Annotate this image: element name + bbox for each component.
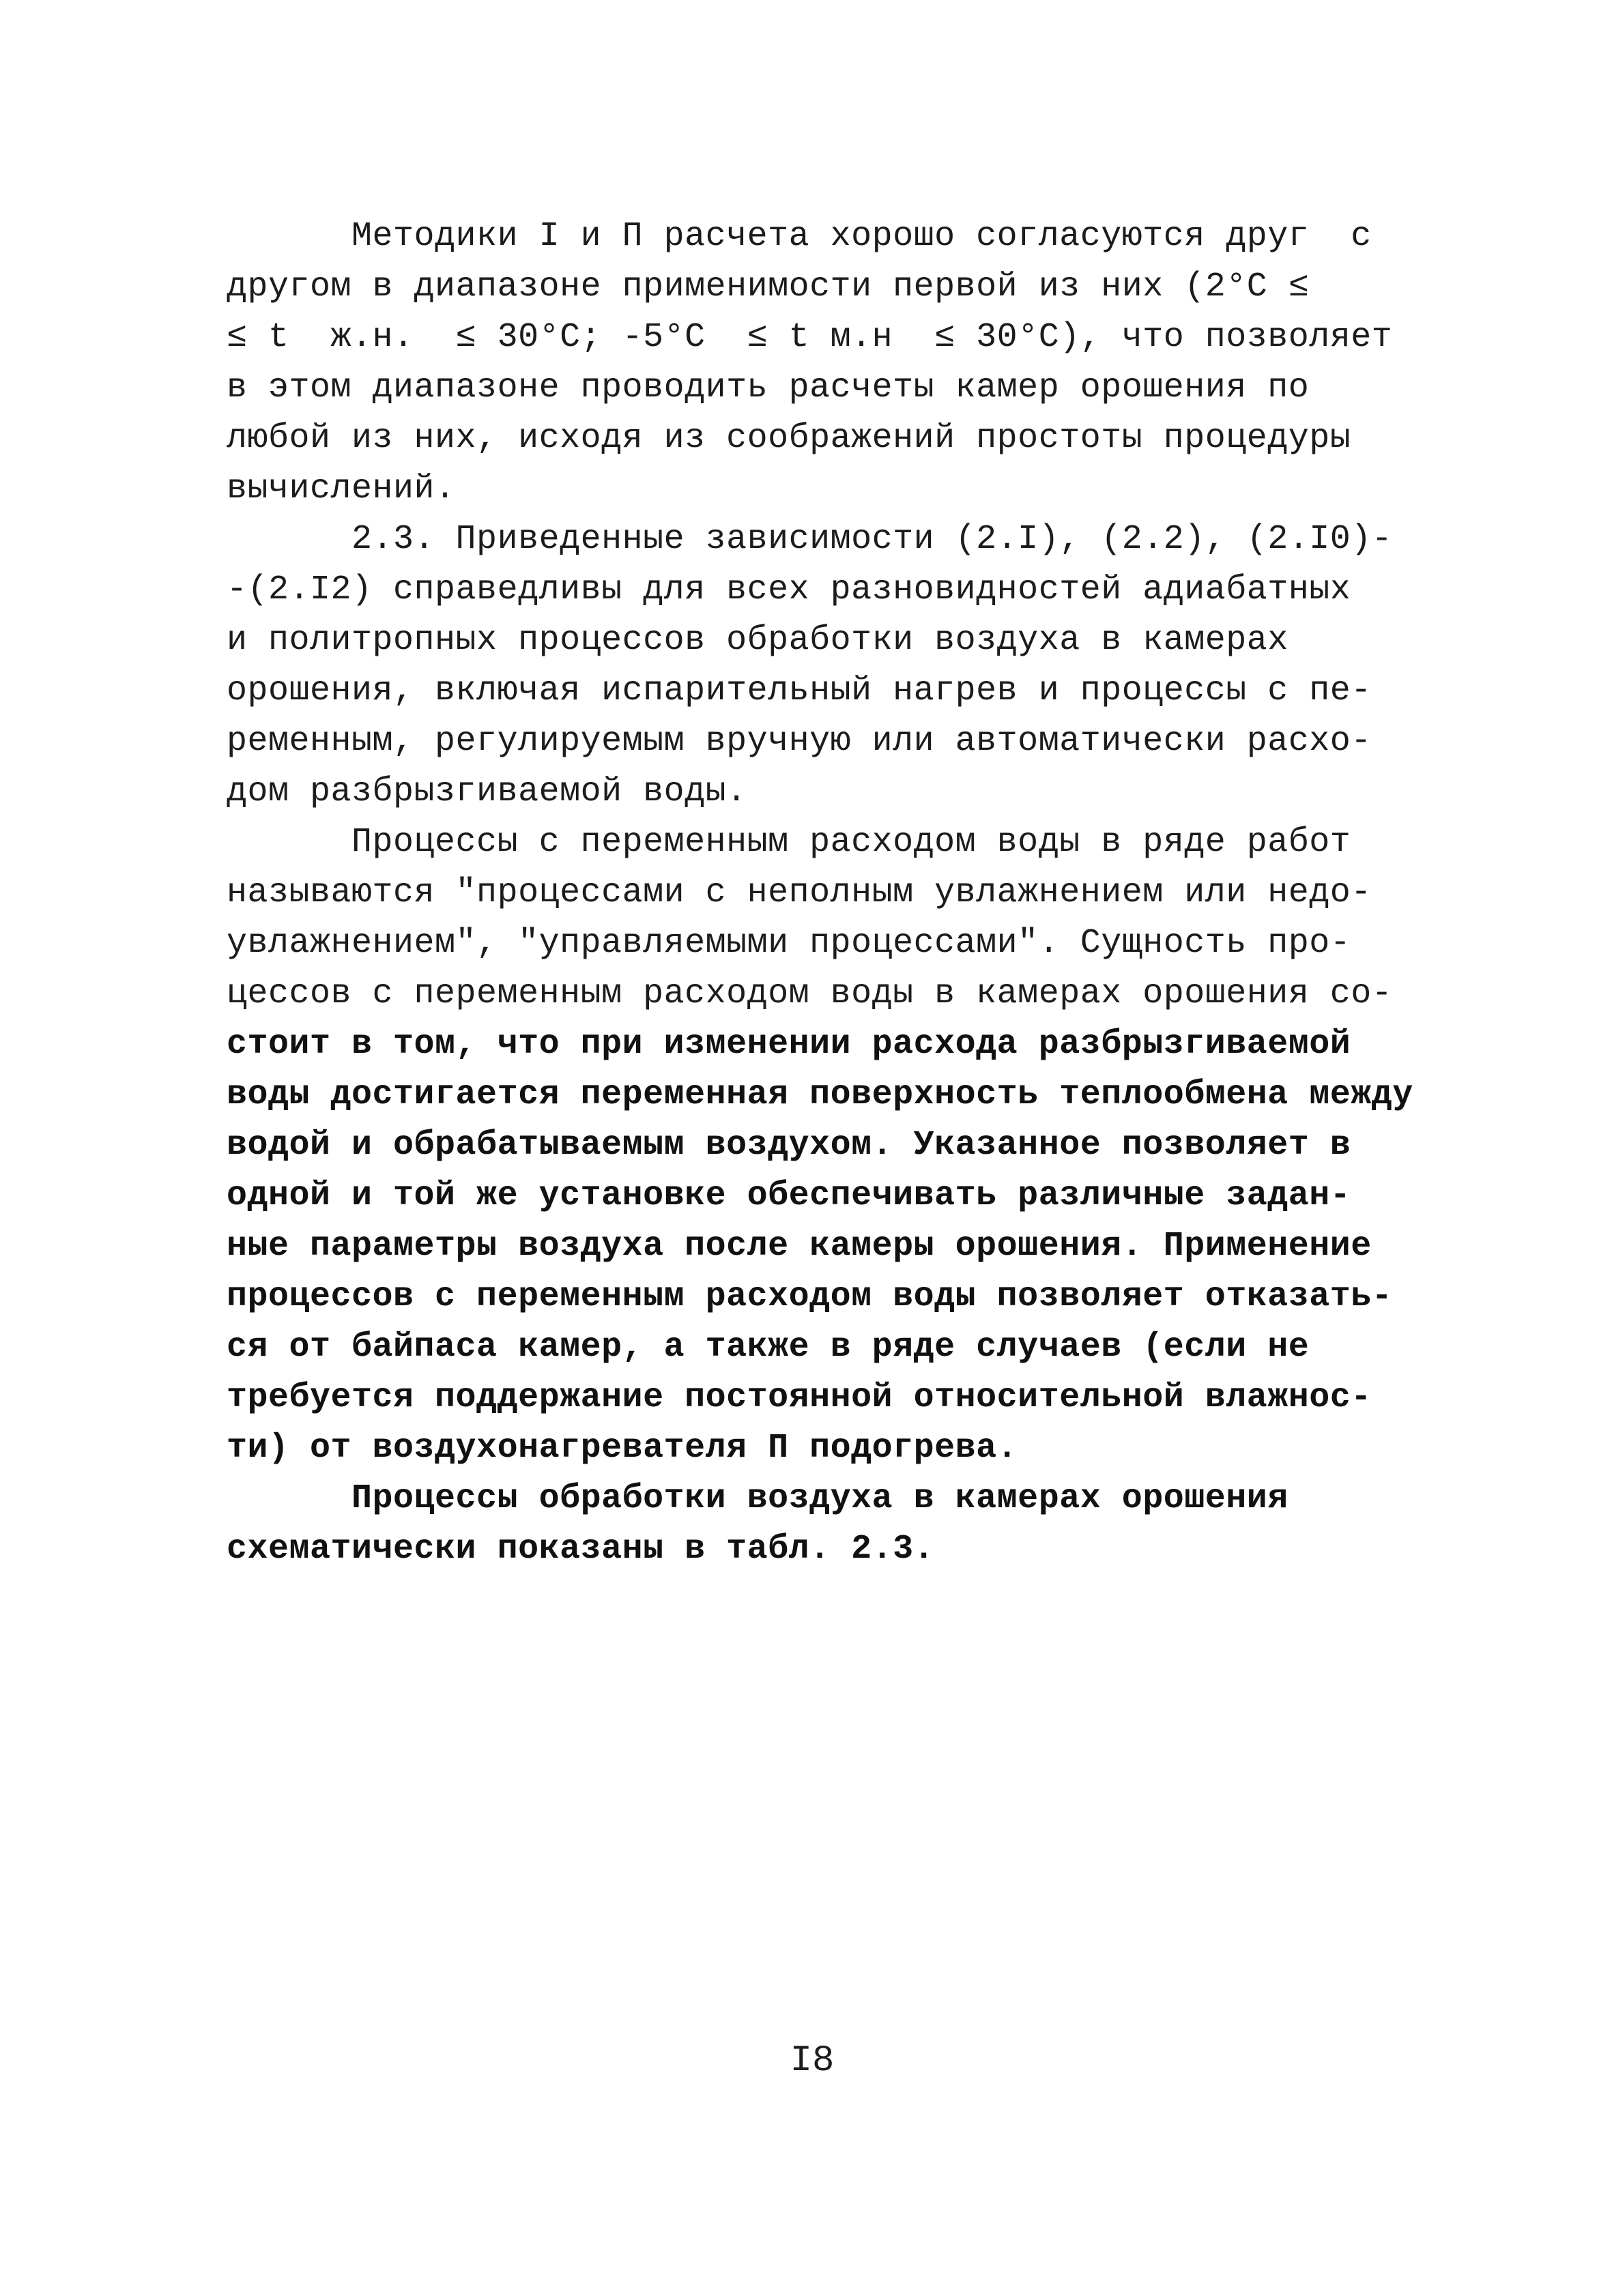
p3-line-8: одной и той же установке обеспечивать различные задан- <box>227 1176 1351 1215</box>
p3-line-5: стоит в том, что при изменении расхода разбрызгиваемой <box>227 1025 1351 1064</box>
p1-line-6: вычислений. <box>227 469 456 508</box>
p2-line-3: и политропных процессов обработки воздуха в камерах <box>227 621 1289 660</box>
p2-line-5: ременным, регулируемым вручную или автоматически расхо- <box>227 722 1372 761</box>
p1-line-1: Методики I и П расчета хорошо согласуются друг с <box>227 217 1372 256</box>
p3-line-9: ные параметры воздуха после камеры орошения. Применение <box>227 1227 1372 1266</box>
p3-line-2: называются "процессами с неполным увлажнением или недо- <box>227 873 1372 912</box>
p4-line-2: схематически показаны в табл. 2.3. <box>227 1530 935 1569</box>
p3-line-10: процессов с переменным расходом воды позволяет отказать- <box>227 1277 1393 1316</box>
page-number: I8 <box>790 2040 835 2082</box>
p2-line-2: -(2.I2) справедливы для всех разновидностей адиабатных <box>227 570 1351 609</box>
p1-line-2: другом в диапазоне применимости первой из них (2°С ≤ <box>227 267 1310 306</box>
p2-line-6: дом разбрызгиваемой воды. <box>227 772 747 811</box>
p2-line-1: 2.3. Приведенные зависимости (2.I), (2.2), (2.I0)- <box>227 520 1393 559</box>
p3-line-4: цессов с переменным расходом воды в камерах орошения со- <box>227 974 1393 1013</box>
p1-line-3: ≤ t ж.н. ≤ 30°С; -5°С ≤ t м.н ≤ 30°С), что позволяет <box>227 318 1393 357</box>
p3-line-13: ти) от воздухонагревателя П подогрева. <box>227 1429 1018 1468</box>
p3-line-6: воды достигается переменная поверхность теплообмена между <box>227 1075 1413 1114</box>
p2-line-4: орошения, включая испарительный нагрев и процессы с пе- <box>227 671 1372 710</box>
p3-line-7: водой и обрабатываемым воздухом. Указанное позволяет в <box>227 1126 1351 1165</box>
p3-line-1: Процессы с переменным расходом воды в ряде работ <box>227 823 1351 862</box>
p3-line-12: требуется поддержание постоянной относительной влажнос- <box>227 1378 1372 1417</box>
p4-line-1: Процессы обработки воздуха в камерах орошения <box>227 1479 1289 1518</box>
p3-line-3: увлажнением", "управляемыми процессами". Сущность про- <box>227 924 1351 963</box>
p1-line-5: любой из них, исходя из соображений простоты процедуры <box>227 419 1351 458</box>
p3-line-11: ся от байпаса камер, а также в ряде случаев (если не <box>227 1328 1310 1367</box>
p1-line-4: в этом диапазоне проводить расчеты камер орошения по <box>227 368 1310 407</box>
